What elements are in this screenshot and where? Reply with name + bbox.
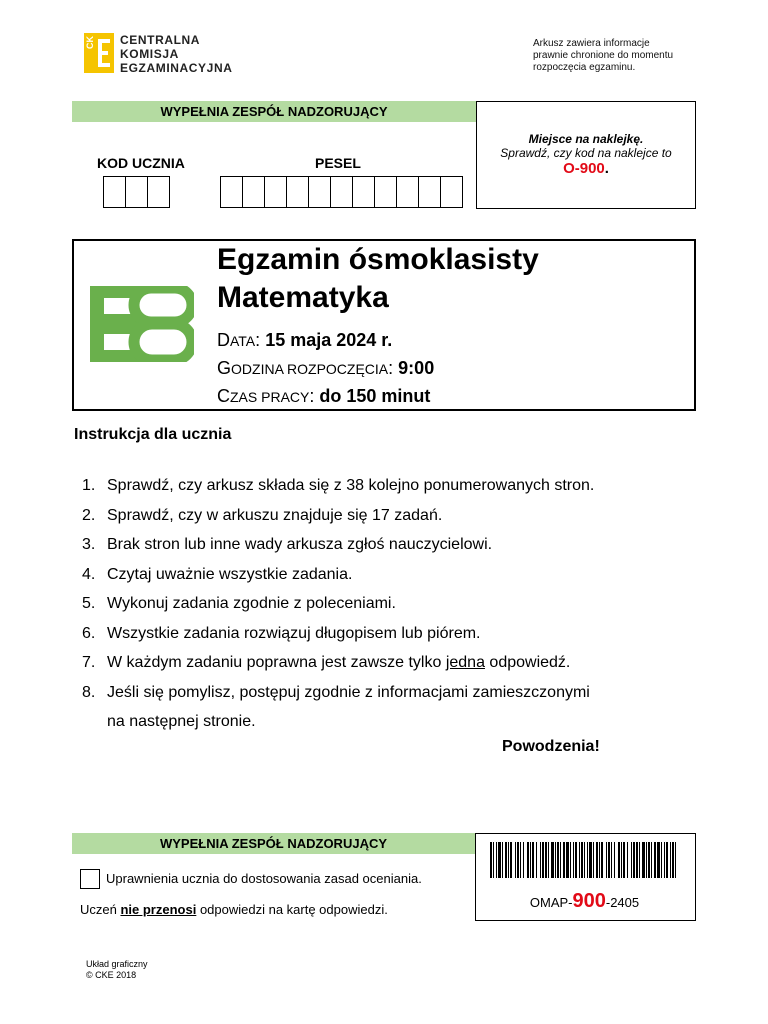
item-number: 3. bbox=[82, 536, 96, 553]
pesel-cell[interactable] bbox=[287, 177, 309, 207]
instructions-list bbox=[82, 471, 594, 737]
pesel-cell[interactable] bbox=[221, 177, 243, 207]
item-text: Wykonuj zadania zgodnie z poleceniami. bbox=[107, 595, 396, 612]
form-code-number: 900 bbox=[572, 890, 606, 912]
e8-logo-icon bbox=[90, 286, 194, 362]
transfer-note bbox=[80, 902, 388, 917]
start-value: 9:00 bbox=[398, 358, 435, 378]
footer-credit bbox=[86, 959, 148, 981]
pesel-label: PESEL bbox=[315, 155, 361, 171]
item-number: 7. bbox=[82, 654, 96, 671]
pesel-cell[interactable] bbox=[265, 177, 287, 207]
logo-line: KOMISJA bbox=[120, 47, 179, 61]
list-item bbox=[82, 589, 594, 619]
notice-line: rozpoczęcia egzaminu. bbox=[533, 62, 636, 73]
kod-ucznia-cell[interactable] bbox=[148, 177, 169, 207]
date-label-cap: D bbox=[217, 330, 230, 350]
pesel-cell[interactable] bbox=[243, 177, 265, 207]
cke-logo-icon bbox=[84, 33, 114, 73]
sticker-code-suffix: . bbox=[604, 160, 609, 177]
item-number: 4. bbox=[82, 565, 96, 583]
form-code-suffix: -2405 bbox=[605, 895, 640, 910]
note-emphasis: nie przenosi bbox=[120, 902, 197, 917]
pesel-cell[interactable] bbox=[375, 177, 397, 207]
item-text-part: W każdym zadaniu poprawna jest zawsze tylko bbox=[107, 654, 446, 671]
list-item bbox=[82, 619, 594, 649]
footer-line: Układ graficzny bbox=[86, 959, 148, 969]
pesel-cell[interactable] bbox=[331, 177, 353, 207]
footer-line: © CKE 2018 bbox=[86, 970, 137, 980]
supervisor-bar-bottom: WYPEŁNIA ZESPÓŁ NADZORUJĄCY bbox=[72, 833, 475, 854]
start-label-sc: ODZINA ROZPOCZĘCIA bbox=[231, 361, 389, 377]
pesel-cell[interactable] bbox=[441, 177, 462, 207]
notice-line: Arkusz zawiera informacje bbox=[533, 38, 650, 49]
item-text-emphasis: jedna bbox=[445, 654, 485, 671]
exam-date bbox=[217, 327, 434, 355]
date-label-colon: : bbox=[255, 330, 261, 350]
note-part: Uczeń bbox=[80, 902, 121, 917]
list-item bbox=[82, 501, 594, 531]
legal-notice bbox=[533, 38, 673, 74]
sticker-instruction: Sprawdź, czy kod na naklejce to bbox=[500, 146, 672, 160]
barcode-icon bbox=[490, 842, 678, 878]
kod-ucznia-label: KOD UCZNIA bbox=[97, 155, 185, 171]
note-part: odpowiedzi na kartę odpowiedzi. bbox=[196, 902, 388, 917]
list-item bbox=[82, 560, 594, 590]
item-text: Sprawdź, czy arkusz składa się z 38 kolejno ponumerowanych stron. bbox=[107, 477, 595, 494]
time-label-sc: ZAS PRACY bbox=[230, 389, 310, 405]
list-item bbox=[82, 648, 594, 678]
pesel-cell[interactable] bbox=[419, 177, 441, 207]
pesel-field[interactable] bbox=[220, 176, 463, 208]
notice-line: prawnie chronione do momentu bbox=[533, 50, 674, 61]
cke-logo-text bbox=[120, 33, 232, 75]
kod-ucznia-cell[interactable] bbox=[126, 177, 148, 207]
form-code bbox=[475, 890, 694, 913]
accommodation-label: Uprawnienia ucznia do dostosowania zasad oceniania. bbox=[106, 871, 422, 886]
pesel-cell[interactable] bbox=[353, 177, 375, 207]
exam-start bbox=[217, 355, 434, 383]
start-label-colon: : bbox=[388, 358, 394, 378]
svg-text:CK: CK bbox=[85, 36, 95, 49]
form-code-prefix: OMAP- bbox=[529, 895, 573, 910]
item-text: Wszystkie zadania rozwiązuj długopisem lub piórem. bbox=[107, 624, 481, 642]
good-luck-text: Powodzenia! bbox=[502, 738, 600, 755]
item-text: Sprawdź, czy w arkuszu znajduje się 17 zadań. bbox=[107, 506, 443, 524]
logo-line: EGZAMINACYJNA bbox=[120, 61, 233, 75]
date-value: 15 maja 2024 r. bbox=[265, 330, 393, 350]
start-label-cap: G bbox=[217, 358, 232, 378]
time-label-colon: : bbox=[309, 386, 315, 406]
item-number: 1. bbox=[82, 477, 96, 494]
exam-title bbox=[217, 241, 539, 317]
pesel-cell[interactable] bbox=[397, 177, 419, 207]
item-number: 8. bbox=[82, 683, 96, 701]
sticker-code-line bbox=[477, 160, 695, 177]
kod-ucznia-cell[interactable] bbox=[104, 177, 126, 207]
item-number: 2. bbox=[82, 506, 96, 524]
item-text: Jeśli się pomylisz, postępuj zgodnie z informacjami zamieszczonymi bbox=[107, 683, 590, 701]
exam-title-line1: Egzamin ósmoklasisty bbox=[217, 243, 539, 276]
sticker-title: Miejsce na naklejkę. bbox=[528, 132, 644, 146]
item-number: 5. bbox=[82, 595, 96, 612]
item-text: Brak stron lub inne wady arkusza zgłoś nauczycielowi. bbox=[107, 536, 493, 553]
time-value: do 150 minut bbox=[319, 386, 431, 406]
date-label-sc: ATA bbox=[230, 333, 256, 349]
exam-subject: Matematyka bbox=[217, 281, 389, 314]
logo-line: CENTRALNA bbox=[120, 33, 201, 47]
list-item bbox=[82, 530, 594, 560]
exam-duration bbox=[217, 383, 434, 411]
list-item bbox=[82, 678, 594, 708]
exam-details bbox=[217, 327, 434, 411]
item-text-part: odpowiedź. bbox=[484, 654, 571, 671]
instructions-heading: Instrukcja dla ucznia bbox=[74, 426, 232, 443]
item-text: Czytaj uważnie wszystkie zadania. bbox=[107, 565, 353, 583]
accommodation-checkbox[interactable] bbox=[80, 869, 100, 889]
item-number: 6. bbox=[82, 624, 96, 642]
sticker-box bbox=[476, 101, 696, 209]
list-item bbox=[82, 471, 594, 501]
supervisor-bar-top: WYPEŁNIA ZESPÓŁ NADZORUJĄCY bbox=[72, 101, 476, 122]
time-label-cap: C bbox=[217, 386, 230, 406]
sticker-code: O-900 bbox=[563, 160, 605, 177]
item-text-continuation: na następnej stronie. bbox=[107, 713, 256, 730]
kod-ucznia-field[interactable] bbox=[103, 176, 170, 208]
pesel-cell[interactable] bbox=[309, 177, 331, 207]
item-text bbox=[107, 648, 570, 678]
